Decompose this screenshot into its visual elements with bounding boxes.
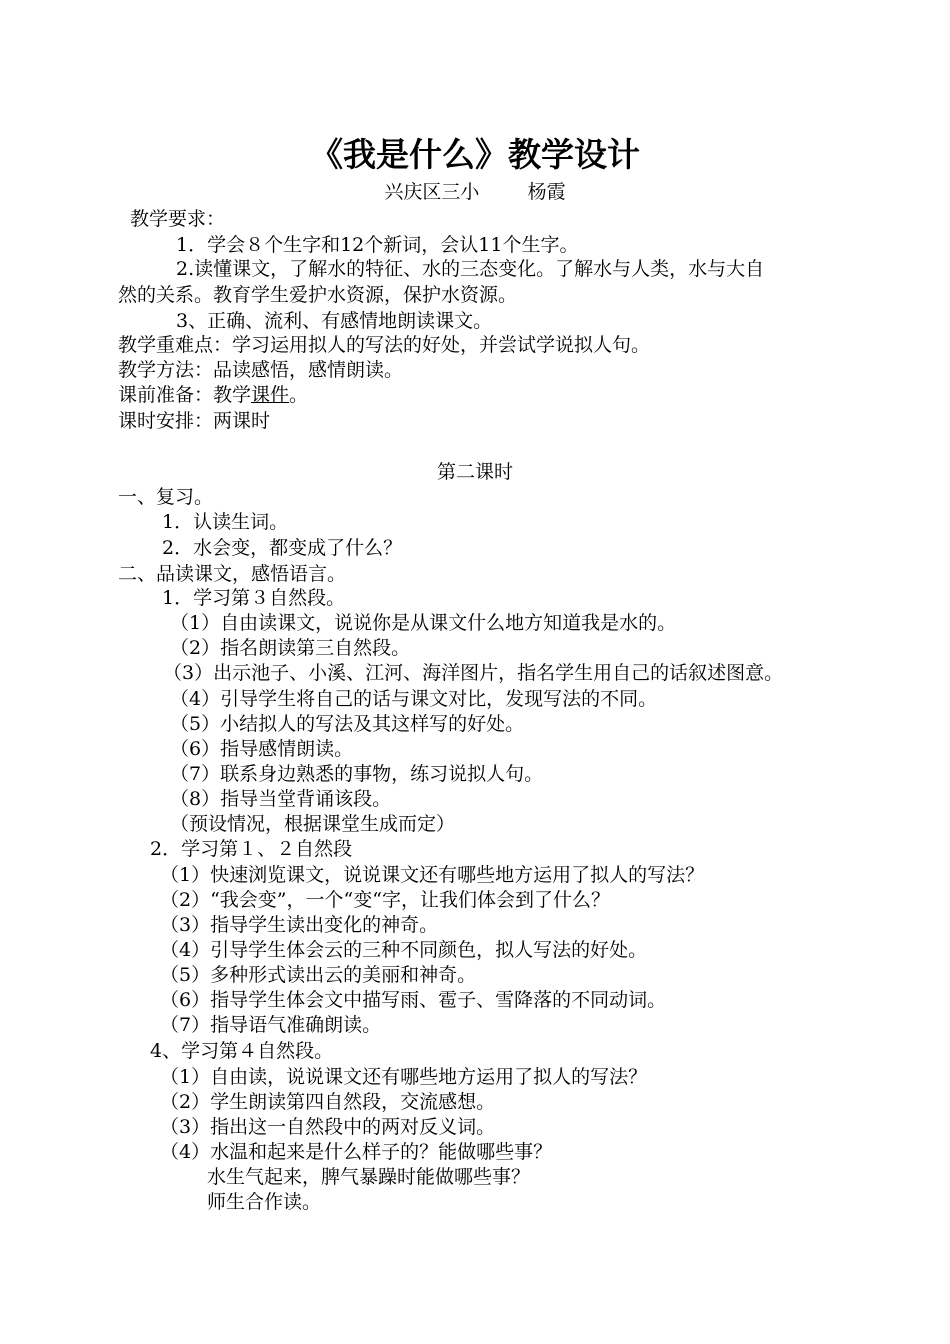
part-1-heading: 1．学习第３自然段。 — [162, 587, 346, 609]
part-1-item: （7）联系身边熟悉的事物，练习说拟人句。 — [170, 763, 544, 785]
part-2-item: （6）指导学生体会文中描写雨、雹子、雪降落的不同动词。 — [160, 989, 667, 1011]
part-4-item: （4）水温和起来是什么样子的？能做哪些事？ — [160, 1141, 553, 1163]
lesson-title: 第二课时 — [436, 461, 513, 483]
part-2-item: （3）指导学生读出变化的神奇。 — [160, 914, 439, 936]
section-1-heading: 一、复习。 — [118, 486, 214, 508]
part-4-sub-item: 水生气起来，脾气暴躁时能做哪些事？ — [207, 1166, 531, 1188]
preparation-suffix: 。 — [289, 384, 309, 406]
document-title: 《我是什么》教学设计 — [310, 135, 640, 174]
part-4-item: （3）指出这一自然段中的两对反义词。 — [160, 1116, 496, 1138]
part-2-item: （2）“我会变”，一个“变“字，让我们体会到了什么？ — [160, 889, 610, 911]
part-1-item: （4）引导学生将自己的话与课文对比，发现写法的不同。 — [170, 688, 658, 710]
key-points: 教学重难点：学习运用拟人的写法的好处，并尝试学说拟人句。 — [118, 334, 651, 356]
part-4-heading: 4、学习第４自然段。 — [150, 1040, 334, 1062]
author-line: 兴庆区三小 杨霞 — [384, 181, 566, 203]
section-2-heading: 二、品读课文，感悟语言。 — [118, 563, 347, 585]
schedule: 课时安排：两课时 — [118, 410, 271, 432]
part-1-item: （3）出示池子、小溪、江河、海洋图片，指名学生用自己的话叙述图意。 — [163, 662, 784, 684]
part-1-item: （2）指名朗读第三自然段。 — [170, 637, 411, 659]
teaching-method: 教学方法：品读感悟，感情朗读。 — [118, 359, 404, 381]
part-2-item: （1）快速浏览课文，说说课文还有哪些地方运用了拟人的写法？ — [160, 864, 705, 886]
requirement-item-3: 3、正确、流利、有感情地朗读课文。 — [176, 310, 493, 332]
part-4-item: （1）自由读，说说课文还有哪些地方运用了拟人的写法？ — [160, 1066, 648, 1088]
part-4-item: （2）学生朗读第四自然段，交流感想。 — [160, 1091, 496, 1113]
part-1-item: （1）自由读课文，说说你是从课文什么地方知道我是水的。 — [170, 612, 677, 634]
preparation-prefix: 课前准备：教学 — [118, 384, 252, 406]
part-1-item: （6）指导感情朗读。 — [170, 738, 354, 760]
courseware-link[interactable]: 课件 — [251, 384, 290, 406]
requirement-item-2-line-2: 然的关系。教育学生爱护水资源，保护水资源。 — [118, 284, 518, 306]
part-1-item: （8）指导当堂背诵该段。 — [170, 788, 392, 810]
requirements-heading: 教学要求： — [130, 208, 226, 230]
part-2-heading: 2．学习第１、２自然段 — [150, 838, 353, 860]
section-1-item: 1．认读生词。 — [162, 511, 289, 533]
part-4-sub-item: 师生合作读。 — [207, 1191, 322, 1213]
requirement-item-2-line-1: 2.读懂课文，了解水的特征、水的三态变化。了解水与人类，水与大自 — [176, 258, 765, 280]
part-1-item: （5）小结拟人的写法及其这样写的好处。 — [170, 713, 525, 735]
part-1-note: （预设情况，根据课堂生成而定） — [170, 813, 456, 835]
part-2-item: （5）多种形式读出云的美丽和神奇。 — [160, 964, 477, 986]
part-2-item: （7）指导语气准确朗读。 — [160, 1014, 382, 1036]
section-1-item: 2．水会变，都变成了什么？ — [162, 537, 403, 559]
part-2-item: （4）引导学生体会云的三种不同颜色，拟人写法的好处。 — [160, 939, 648, 961]
preparation — [118, 382, 308, 408]
requirement-item-1: 1．学会８个生字和12个新词，会认11个生字。 — [176, 234, 579, 256]
